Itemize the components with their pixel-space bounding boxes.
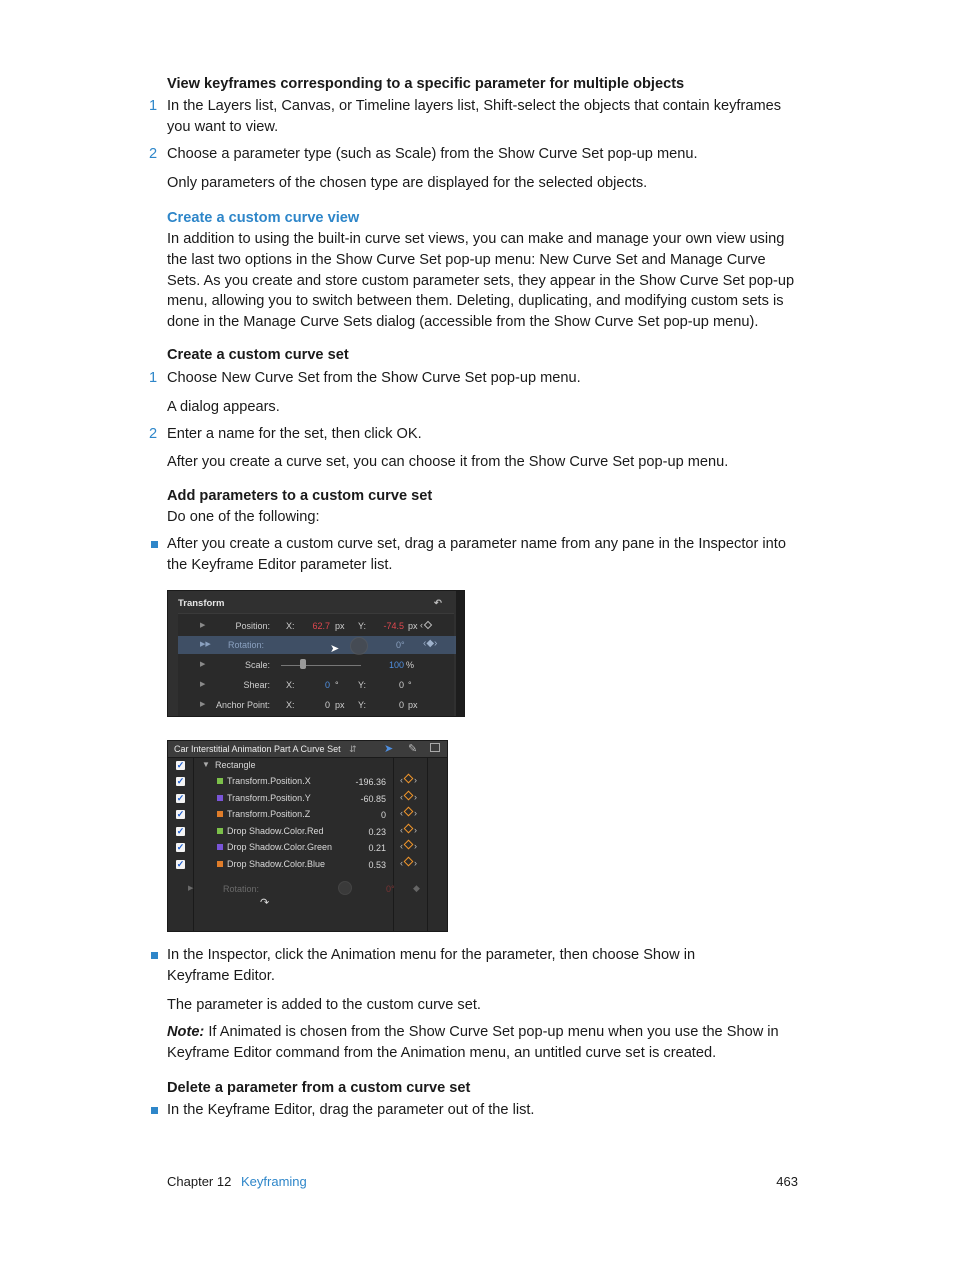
rotation-value: 0° [386, 884, 395, 894]
param-row-position [178, 617, 454, 635]
inspector-screenshot [167, 590, 465, 717]
scrollbar[interactable] [456, 591, 464, 717]
keyframe-nav-icon[interactable]: ‹ › [400, 808, 417, 818]
step-number: 1 [149, 98, 158, 114]
keyframe-nav-icon[interactable]: ‹ [420, 620, 431, 630]
body-text: Do one of the following: [167, 509, 320, 525]
param-label: Rotation: [227, 640, 264, 650]
note-label: Note: [167, 1024, 205, 1040]
enable-checkbox[interactable]: ✓ [176, 858, 185, 869]
parameter-value[interactable]: 0 [380, 810, 386, 820]
enable-checkbox[interactable]: ✓ [176, 842, 185, 852]
x-value[interactable]: 0 [324, 680, 330, 690]
drag-ghost-rotation-row [168, 881, 448, 897]
section-heading-view-keyframes: View keyframes corresponding to a specific parameter for multiple objects [167, 76, 685, 92]
bullet-marker [151, 1107, 158, 1114]
step-text: Choose New Curve Set from the Show Curve Set pop-up menu. [167, 370, 581, 386]
group-name: Rectangle [215, 760, 256, 770]
enable-checkbox[interactable]: ✓ [176, 760, 185, 770]
body-paragraph: In addition to using the built-in curve set views, you can make and manage your own view using the last two options in the Show Curve Set pop-up menu: New Curve Set and Manage Curve Sets. As you create and store custom parameter sets, they appear in the Show Curve Set pop-up menu, allowing you to switch between them. Deleting, duplicating, and modifying custom sets is done in the Manage Curve Sets dialog (accessible from the Show Curve Set pop-up menu). [167, 231, 795, 331]
curve-set-toolbar [168, 741, 448, 758]
keyframe-nav-icon[interactable]: ‹ › [400, 791, 417, 802]
pen-tool-icon[interactable]: ✎ [408, 743, 418, 755]
note-text: If Animated is chosen from the Show Curve Set pop-up menu when you use the Show in Keyframe Editor command from the Animation menu, an untitled curve set is created. [167, 1024, 779, 1061]
page-number: 463 [776, 1174, 798, 1189]
x-label: X: [286, 680, 295, 690]
y-label: Y: [358, 680, 367, 690]
view-menu-icon[interactable] [430, 743, 440, 752]
channel-color-swatch [217, 778, 223, 784]
rotation-dial-icon[interactable] [350, 637, 368, 655]
step-number: 1 [149, 370, 158, 386]
bullet-marker [151, 541, 158, 548]
keyframe-nav-icon[interactable]: ‹ › [400, 857, 417, 868]
x-unit: px [335, 700, 345, 710]
parameter-value[interactable]: 0.23 [368, 826, 386, 837]
parameter-value[interactable]: 0.21 [368, 843, 386, 853]
x-value[interactable]: 0 [324, 700, 330, 710]
disclosure-triangle-icon[interactable]: ▶ [200, 681, 206, 688]
channel-color-swatch [217, 844, 223, 850]
param-label: Shear: [243, 680, 270, 690]
enable-checkbox[interactable]: ✓ [176, 809, 185, 819]
rotation-dial-icon [338, 881, 352, 895]
disclosure-triangle-icon[interactable]: ▶ [200, 701, 206, 708]
channel-color-swatch [217, 861, 223, 867]
footer-chapter-link[interactable]: Keyframing [241, 1174, 307, 1189]
parameter-row[interactable] [168, 857, 448, 874]
scale-slider-thumb[interactable] [300, 659, 306, 669]
param-row-anchor-point [178, 696, 454, 714]
section-heading-custom-curve-view: Create a custom curve view [167, 210, 360, 226]
channel-color-swatch [217, 828, 223, 834]
param-row-scale [178, 656, 454, 674]
scale-slider-track[interactable] [281, 665, 361, 666]
x-unit: ° [335, 680, 339, 690]
popup-arrows-icon: ⇵ [349, 744, 357, 754]
scale-unit: % [406, 660, 415, 670]
keyframe-nav-icon[interactable]: ‹ › [400, 824, 417, 835]
disclosure-triangle-icon[interactable]: ▶ [200, 661, 206, 668]
drag-cursor-icon: ↷ [260, 897, 270, 909]
bullet-text: In the Inspector, click the Animation menu for the parameter, then choose Show in Keyframe Editor. [167, 947, 696, 984]
enable-checkbox[interactable]: ✓ [176, 776, 185, 786]
y-unit: ° [408, 680, 412, 690]
step-result: Only parameters of the chosen type are displayed for the selected objects. [167, 175, 648, 191]
step-number: 2 [149, 426, 158, 442]
param-row-rotation-dragging[interactable] [178, 636, 460, 654]
disclosure-triangle-icon: ▶ [188, 885, 194, 892]
enable-checkbox[interactable]: ✓ [176, 825, 185, 836]
disclosure-triangle-icon[interactable]: ▶▶ [200, 641, 211, 648]
parameter-name: Transform.Position.Y [227, 792, 311, 803]
step-text: Enter a name for the set, then click OK. [167, 426, 422, 442]
step-text: Choose a parameter type (such as Scale) from the Show Curve Set pop-up menu. [167, 146, 698, 162]
channel-color-swatch [217, 795, 223, 801]
bullet-text: In the Keyframe Editor, drag the parameter out of the list. [167, 1102, 535, 1118]
parameter-name: Transform.Position.X [227, 776, 311, 786]
x-label: X: [286, 700, 295, 710]
param-label: Position: [235, 621, 270, 631]
parameter-value[interactable]: 0.53 [368, 859, 386, 870]
y-unit: px [408, 621, 418, 631]
param-row-shear [178, 676, 454, 694]
x-unit: px [335, 621, 345, 631]
param-label: Anchor Point: [215, 700, 270, 710]
y-value[interactable]: 0 [398, 700, 404, 710]
curve-set-popup[interactable]: Car Interstitial Animation Part A Curve Set ⇵ [174, 744, 357, 754]
parameter-name: Transform.Position.Z [227, 809, 311, 819]
y-label: Y: [358, 621, 367, 631]
keyframe-nav-icon[interactable]: ‹ › [400, 775, 417, 785]
parameter-row[interactable] [168, 791, 448, 808]
keyframe-nav-icon: ◆ [413, 883, 420, 893]
parameter-row[interactable] [168, 824, 448, 841]
param-label: Rotation: [223, 884, 260, 894]
transform-title: Transform [178, 598, 225, 609]
parameter-name: Drop Shadow.Color.Blue [227, 858, 326, 869]
disclosure-triangle-icon[interactable]: ▶ [200, 622, 206, 629]
step-text: In the Layers list, Canvas, or Timeline layers list, Shift-select the objects that contain keyframes you want to view. [167, 98, 782, 135]
step-number: 2 [149, 146, 158, 162]
parameter-value[interactable]: -196.36 [355, 777, 386, 787]
keyframe-editor-screenshot [167, 740, 448, 932]
cursor-arrow-icon: ➤ [330, 643, 340, 655]
keyframe-nav-icon[interactable]: ‹ › [400, 841, 417, 851]
disclosure-triangle-icon[interactable]: ▼ [202, 760, 210, 769]
section-heading-create-curve-set: Create a custom curve set [167, 347, 349, 363]
enable-checkbox[interactable]: ✓ [176, 792, 185, 803]
parameter-row[interactable] [168, 774, 448, 791]
footer-chapter: Chapter 12 [167, 1174, 232, 1189]
group-row-rectangle[interactable] [168, 758, 448, 775]
arrow-tool-icon[interactable]: ➤ [384, 743, 394, 755]
y-value[interactable]: -74.5 [383, 621, 404, 631]
bullet-text: After you create a custom curve set, drag a parameter name from any pane in the Inspector into the Keyframe Editor parameter list. [167, 536, 786, 573]
step-result: A dialog appears. [167, 399, 280, 415]
parameter-row[interactable] [168, 840, 448, 857]
section-heading-delete-parameter: Delete a parameter from a custom curve set [167, 1080, 471, 1096]
x-value[interactable]: 62.7 [312, 621, 330, 631]
transform-panel [178, 613, 454, 717]
parameter-name: Drop Shadow.Color.Green [227, 842, 333, 852]
param-label: Scale: [244, 660, 270, 670]
y-unit: px [408, 700, 418, 710]
section-heading-add-parameters: Add parameters to a custom curve set [167, 488, 433, 504]
scale-value[interactable]: 100 [388, 660, 404, 670]
note-paragraph [167, 1022, 799, 1064]
reset-icon: ↶ [434, 598, 442, 609]
channel-color-swatch [217, 811, 223, 817]
transform-header [178, 598, 450, 612]
keyframe-nav-icon[interactable]: ‹◆› [423, 638, 438, 649]
bullet-marker [151, 952, 158, 959]
parameter-row[interactable] [168, 807, 448, 824]
y-label: Y: [358, 700, 367, 710]
parameter-name: Drop Shadow.Color.Red [227, 825, 324, 836]
rotation-value[interactable]: 0° [396, 640, 405, 650]
x-label: X: [286, 621, 295, 631]
step-result: After you create a curve set, you can choose it from the Show Curve Set pop-up menu. [167, 454, 729, 470]
y-value[interactable]: 0 [398, 680, 404, 690]
parameter-value[interactable]: -60.85 [360, 793, 386, 804]
bullet-result: The parameter is added to the custom curve set. [167, 997, 481, 1013]
